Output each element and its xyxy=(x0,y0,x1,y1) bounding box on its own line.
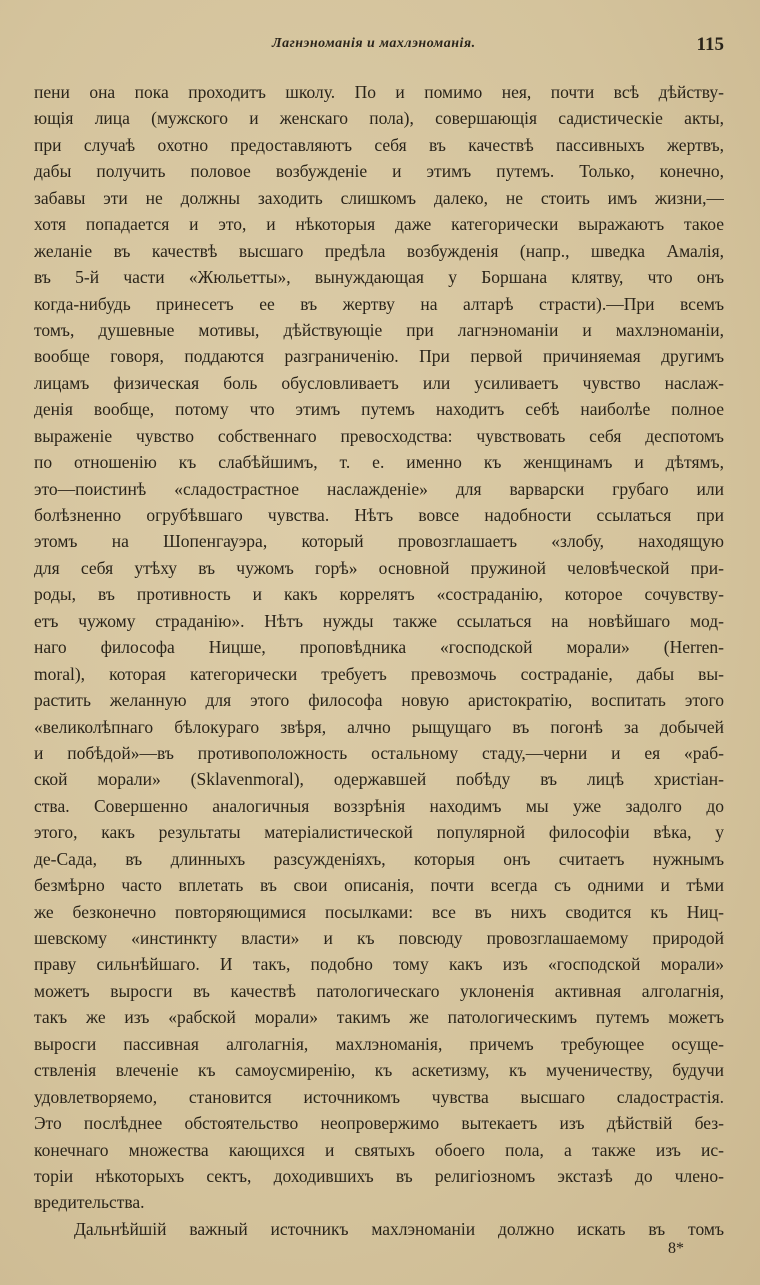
text-line: Это послѣднее обстоятельство неопровержимо вытекаетъ изъ дѣйствій без- xyxy=(34,1113,724,1134)
body-text xyxy=(34,79,724,1242)
text-line: выраженіе чувство собственнаго превосходства: чувствовать себя деспотомъ xyxy=(34,425,724,446)
text-line: томъ, душевные мотивы, дѣйствующіе при лагнэноманіи и махлэноманіи, xyxy=(34,319,724,340)
text-line: дабы получить половое возбужденіе и этимъ путемъ. Только, конечно, xyxy=(34,161,724,182)
text-line: ющія лица (мужского и женскаго пола), совершающія садистическіе акты, xyxy=(34,108,724,129)
text-line: такъ же изъ «рабской морали» такимъ же патологическимъ путемъ можетъ xyxy=(34,1007,724,1028)
text-line: растить желанную для этого философа новую аристократію, воспитать этого xyxy=(34,690,724,711)
text-line: этомъ на Шопенгауэра, который провозглашаетъ «злобу, находящую xyxy=(34,531,724,552)
text-line: и побѣдой»—въ противоположность остальному стаду,—черни и ея «раб- xyxy=(34,742,724,763)
text-line: болѣзненно огрубѣвшаго чувства. Нѣтъ вовсе надобности ссылаться при xyxy=(34,505,724,525)
text-line: де-Сада, въ длинныхъ разсужденіяхъ, которыя онъ считаетъ нужнымъ xyxy=(34,848,724,869)
text-line: безмѣрно часто вплетать въ свои описанія, почти всегда съ одними и тѣми xyxy=(34,875,724,896)
text-line: при случаѣ охотно предоставляютъ себя въ качествѣ пассивныхъ жертвъ, xyxy=(34,134,724,155)
text-line: ской морали» (Sklavenmoral), одержавшей побѣду въ лицѣ христіан- xyxy=(34,769,724,790)
text-line: хотя попадается и это, и нѣкоторыя даже категорически выражаютъ такое xyxy=(34,214,724,235)
page-number: 115 xyxy=(696,34,724,55)
text-line: moral), которая категорически требуетъ превозмочь состраданіе, дабы вы- xyxy=(34,663,724,684)
text-line: роды, въ противность и какъ коррелятъ «состраданію, которое сочувству- xyxy=(34,584,724,605)
text-line: забавы эти не должны заходить слишкомъ далеко, не стоить имъ жизни,— xyxy=(34,187,724,208)
text-line: удовлетворяемо, становится источникомъ чувства высшаго сладострастія. xyxy=(34,1086,724,1107)
text-line: денія вообще, потому что этимъ путемъ находитъ себѣ наиболѣе полное xyxy=(34,399,724,420)
text-line: етъ чужому страданію». Нѣтъ нужды также ссылаться на новѣйшаго мод- xyxy=(34,610,724,631)
text-line: Дальнѣйшій важный источникъ махлэноманіи должно искать въ томъ xyxy=(74,1218,724,1239)
text-line: желаніе въ качествѣ высшаго предѣла возбужденія (напр., шведка Амалія, xyxy=(34,240,724,261)
text-line: «великолѣпнаго бѣлокураго звѣря, алчно рыщущаго въ погонѣ за добычей xyxy=(34,716,724,737)
text-line: же безконечно повторяющимися посылками: все въ нихъ сводится къ Ниц- xyxy=(34,901,724,922)
text-line: конечнаго множества кающихся и святыхъ обоего пола, а также изъ ис- xyxy=(34,1139,724,1160)
text-line: ствленія влеченіе къ самоусмиренію, къ аскетизму, къ мученичеству, будучи xyxy=(34,1060,724,1081)
page-header xyxy=(0,34,760,64)
text-line: торіи нѣкоторыхъ сектъ, доходившихъ въ религіозномъ экстазѣ до члено- xyxy=(34,1165,724,1186)
text-line: это—поистинѣ «сладострастное наслажденіе» для варварски грубаго или xyxy=(34,478,724,499)
text-line: когда-нибудь принесетъ ее въ жертву на алтарѣ страсти).—При всемъ xyxy=(34,293,724,314)
text-line: вредительства. xyxy=(34,1192,145,1213)
text-line: пени она пока проходитъ школу. По и помимо нея, почти всѣ дѣйству- xyxy=(34,82,724,102)
text-line: этого, какъ результаты матеріалистической популярной философіи вѣка, у xyxy=(34,822,724,843)
signature-mark: 8* xyxy=(668,1240,684,1257)
text-line: выросги пассивная алголагнія, махлэноманія, причемъ требующее осуще- xyxy=(34,1033,724,1054)
text-line: для себя утѣху въ чужомъ горѣ» основной пружиной человѣческой при- xyxy=(34,557,724,578)
text-line: можетъ выросги въ качествѣ патологическаго уклоненія активная алголагнія, xyxy=(34,980,724,1001)
text-line: въ 5-й части «Жюльетты», вынуждающая у Боршана клятву, что онъ xyxy=(34,267,724,288)
text-line: праву сильнѣйшаго. И такъ, подобно тому какъ изъ «господской морали» xyxy=(34,954,724,975)
text-line: лицамъ физическая боль обусловливаетъ или усиливаетъ чувство наслаж- xyxy=(34,372,724,393)
text-line: по отношенію къ слабѣйшимъ, т. е. именно къ женщинамъ и дѣтямъ, xyxy=(34,452,724,473)
running-title: Лагнэноманія и махлэноманія. xyxy=(272,36,476,51)
text-line: вообще говоря, поддаются разграниченію. При первой причиняемая другимъ xyxy=(34,346,724,367)
text-line: шевскому «инстинкту власти» и къ повсюду провозглашаемому природой xyxy=(34,928,724,948)
text-line: ства. Совершенно аналогичныя воззрѣнія находимъ мы уже задолго до xyxy=(34,795,724,816)
text-line: наго философа Ницше, проповѣдника «господской морали» (Herren- xyxy=(34,637,724,658)
